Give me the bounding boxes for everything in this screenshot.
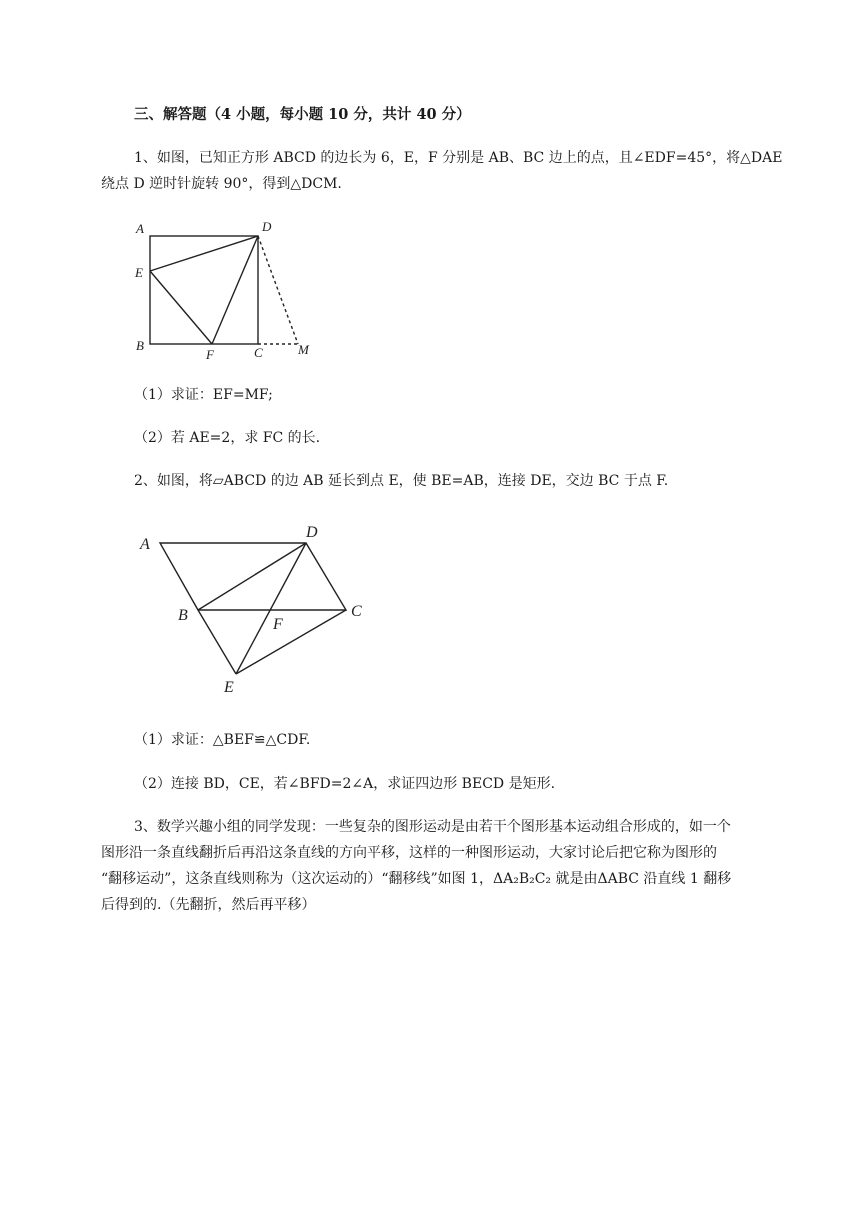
section-heading: 三、解答题（4 小题，每小题 10 分，共计 40 分） (134, 106, 471, 123)
problem-2-part-1: （1）求证：△BEF≌△CDF. (134, 732, 311, 748)
label-e: E (224, 679, 234, 696)
problem-3-line-1: 3、数学兴趣小组的同学发现：一些复杂的图形运动是由若干个图形基本运动组合形成的，如一个 (134, 819, 731, 835)
label-f: F (206, 347, 214, 362)
label-d: D (306, 524, 318, 541)
label-a: A (140, 536, 150, 553)
segment-dm-dashed (258, 236, 298, 344)
problem-3-line-3: “翻移运动”，这条直线则称为（这次运动的）“翻移线”如图 1，ΔA₂B₂C₂ 就是由ΔABC 沿直线 1 翻移 (101, 871, 732, 887)
segment-fd (212, 236, 258, 344)
label-m: M (298, 342, 309, 357)
segment-ef (150, 271, 212, 344)
label-e: E (135, 265, 143, 280)
label-c: C (254, 345, 263, 360)
label-b: B (178, 607, 188, 624)
segment-be (198, 610, 236, 674)
problem-1-line-2: 绕点 D 逆时针旋转 90°，得到△DCM. (101, 176, 342, 192)
problem-3-line-2: 图形沿一条直线翻折后再沿这条直线的方向平移，这样的一种图形运动，大家讨论后把它称为图形的 (101, 845, 717, 861)
label-a: A (136, 221, 144, 236)
label-b: B (136, 338, 144, 353)
figure-2-parallelogram (130, 520, 380, 700)
problem-1-line-1: 1、如图，已知正方形 ABCD 的边长为 6，E，F 分别是 AB、BC 边上的点，且∠EDF=45°，将△DAE (134, 150, 783, 166)
segment-bd (198, 543, 306, 610)
segment-ed (150, 236, 258, 271)
problem-1-part-2: （2）若 AE=2，求 FC 的长. (134, 430, 321, 446)
problem-1-part-1: （1）求证：EF=MF; (134, 387, 273, 403)
label-c: C (351, 603, 362, 620)
figure-1-square (128, 214, 328, 364)
problem-2-part-2: （2）连接 BD，CE，若∠BFD=2∠A，求证四边形 BECD 是矩形. (134, 776, 556, 792)
label-f: F (273, 616, 283, 633)
problem-2-line-1: 2、如图，将▱ABCD 的边 AB 延长到点 E，使 BE=AB，连接 DE，交边 BC 于点 F. (134, 473, 669, 489)
problem-3-line-4: 后得到的.（先翻折，然后再平移） (101, 897, 316, 913)
label-d: D (262, 219, 272, 234)
